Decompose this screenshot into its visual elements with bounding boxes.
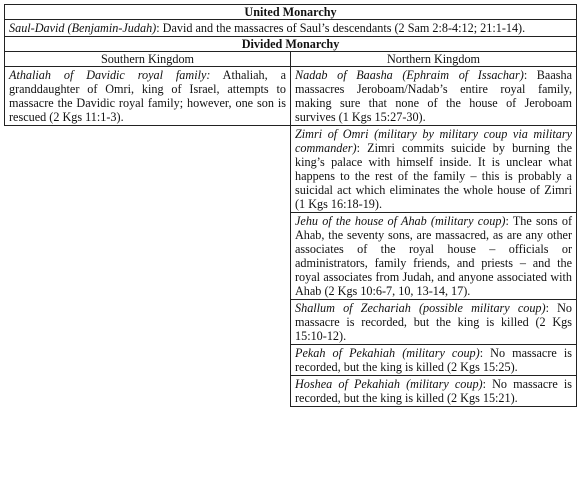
northern-entry-text: : The sons of Ahab, the seventy sons, are massacred, as are any other associates of the royal house – officials or administrators, family friends, and priests – and the royal associates from Judah, and anyone associated with Ahab (2 Kgs 10:6-7, 10, 13-14, 17). [295,214,573,298]
northern-entry-title: Shallum of Zechariah (possible military coup) [295,301,546,315]
northern-entry-title: Nadab of Baasha (Ephraim of Issachar) [295,68,524,82]
divided-heading-row [5,37,577,52]
northern-entry-text: : No massacre is recorded, but the king is killed (2 Kgs 15:25). [295,346,573,374]
northern-entry-title: Pekah of Pekahiah (military coup) [295,346,480,360]
southern-empty-cell [5,300,291,345]
northern-entry-jehu [291,213,577,300]
united-monarchy-heading: United Monarchy [5,5,577,20]
northern-entry-title: Jehu of the house of Ahab (military coup) [295,214,506,228]
northern-kingdom-header: Northern Kingdom [291,52,577,67]
united-entry [5,20,577,37]
southern-empty-cell [5,345,291,376]
northern-entry-zimri [291,126,577,213]
southern-empty-cell [5,376,291,407]
northern-entry-title: Zimri of Omri (military by military coup via military commander) [295,127,573,155]
northern-entry-shallum [291,300,577,345]
southern-empty-cell [5,126,291,213]
southern-kingdom-header: Southern Kingdom [5,52,291,67]
southern-entry-text: Athaliah, a granddaughter of Omri, king of Israel, attempts to massacre the Davidic royal family; however, one son is rescued (2 Kgs 11:1-3). [9,68,286,124]
northern-entry-text: : Zimri commits suicide by burning the king’s palace with himself inside. It is unclear what happens to the rest of the family – this is probably a suicidal act which eliminates the whole house of Zimri (1 Kgs 16:18-19). [295,141,573,211]
northern-entry-text: : No massacre is recorded, but the king is killed (2 Kgs 15:10-12). [295,301,573,343]
northern-entry-hoshea [291,376,577,407]
table-row [5,300,577,345]
table-row [5,376,577,407]
kingdom-header-row [5,52,577,67]
northern-entry-text: : No massacre is recorded, but the king is killed (2 Kgs 15:21). [295,377,573,405]
united-entry-text: : David and the massacres of Saul’s descendants (2 Sam 2:8-4:12; 21:1-14). [156,21,526,35]
table-row [5,126,577,213]
northern-entry-pekah [291,345,577,376]
monarchy-table [4,4,577,407]
northern-entry-text: : Baasha massacres Jeroboam/Nadab’s entire royal family, making sure that none of the house of Jeroboam survives (1 Kgs 15:27-30). [295,68,573,124]
southern-empty-cell [5,213,291,300]
northern-entry-title: Hoshea of Pekahiah (military coup) [295,377,483,391]
table-row [5,67,577,126]
divided-monarchy-heading: Divided Monarchy [5,37,577,52]
southern-entry-title: Athaliah of Davidic royal family: [9,68,211,82]
table-row [5,213,577,300]
southern-entry-athaliah [5,67,291,126]
united-entry-title: Saul-David (Benjamin-Judah) [9,21,157,35]
united-heading-row [5,5,577,20]
united-content-row [5,20,577,37]
northern-entry-nadab [291,67,577,126]
table-row [5,345,577,376]
